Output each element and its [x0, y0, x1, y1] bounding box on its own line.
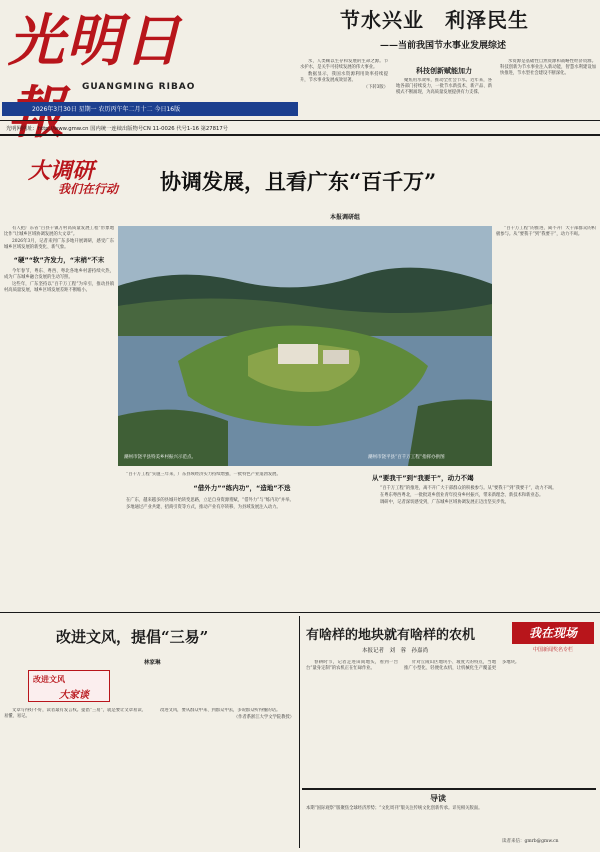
bottom-right-byline: 本报记者 刘 蓉 孙嘉尚 [362, 648, 429, 654]
top-story-subtitle: ——当前我国节水事业发展综述 [380, 41, 507, 51]
feature-col-far-right: “百千万工程”的推进，离不开广大干部群众的积极参与。从“要我干”到“我要干”，动力不竭。 [496, 226, 596, 237]
bottom-left-title: 改进文风，提倡“三易” [56, 628, 209, 646]
column-badge-top: 改进文风 [33, 674, 65, 684]
feature-col-left: 有人把广东省“百县千镇万村高质量发展工程”形象地比作“让城乡区域协调发展的大文章”。 2026年3月，记者来到广东多地开展调研，感受广东城乡区域发展的新变化、新气象。 “硬”“软”齐发力，“末梢”不末 今年春节，粤东、粤西、粤北各地乡村游持续火热，成为广东城乡融合发展的生动写照。 这些年，广东坚持以“百千万工程”为牵引，推动县镇村高质量发展，城乡区域发展差距不断缩小。 [4, 226, 114, 293]
feature-badge [28, 154, 140, 202]
bottom-right-article [302, 616, 598, 784]
feature-byline: 本报调研组 [330, 214, 361, 221]
guide-text: 本期“国际观察”版聚焦全球经济形势；“文化周刊”版关注传统文化创新传承。详见相关版面。 [306, 806, 483, 811]
feature-col-right: 从“要我干”到“我要干”，动力不竭 “百千万工程”的推进，离不开广大干部群众的积极参与。从“要我干”到“我要干”，动力不竭。 在粤东粤西粤北，一批批返乡创业青年投身乡村振兴，带来新理念、新技术和新业态。 调研中，记者深切感受到，广东城乡区域协调发展正迈出坚实步伐。 [372, 474, 557, 505]
lake-village-aerial-photo [118, 226, 492, 466]
feature-badge-top: 大调研 [28, 158, 95, 184]
feature-subhead-1: “硬”“软”齐发力，“末梢”不末 [13, 256, 105, 264]
column-badge [28, 670, 110, 702]
photo-caption-left: 潮州市饶平县特美乡村振兴示范点。 [124, 455, 196, 460]
bottom-right-title: 有啥样的地块就有啥样的农机 [306, 628, 476, 643]
top-story-title: 节水兴业 利泽民生 [340, 8, 529, 32]
feature-title: 协调发展，且看广东“百千万” [160, 169, 437, 194]
newspaper-logo: 光明日 [8, 8, 182, 74]
top-story-col1: 水，人类赖以生存和发展的生命之源。节水护水，是关乎可持续发展的伟大事业。 数据显示，我国水资源利用效率持续提升，节水事业发展成效显著。 （下转3版） [300, 59, 388, 90]
feature-col-mid: “百千万工程”实施三年来，广东县域经济实力持续增强，一批特色产业蓬勃发展。 “借外力”“练内功”，“造地”不迭 在广东，越来越多的县城开始转变思路，立足自身资源禀赋，“借外力”与“练内功”并举。 多地通过产业共建、招商引资等方式，推动产业有序转移，为县域发展注入动力。 [118, 472, 366, 608]
field-column-badge-main: 我在现场 [512, 622, 594, 644]
feature-subhead-3: 从“要我干”到“我要干”，动力不竭 [372, 474, 474, 482]
top-story-col2: 聚焦用水效率，推动全社会节水。近年来，各地各部门持续发力，一批节水新技术、新产品、新模式不断涌现，为高质量发展提供有力支撑。 [396, 78, 492, 95]
bottom-left-byline: 林家琳 [144, 660, 161, 666]
bottom-right-text: 春耕时节，记者走进田间地头，看到一台台“量身定制”的农机正在忙碌作业。 针对丘陵山区地块小、坡度大的特点，当地推广小型化、轻便化农机，让机械化生产覆盖更多地块。 [306, 660, 520, 671]
feature-badge-bottom: 我们在行动 [58, 182, 119, 196]
photo-caption-right: 潮州市饶平县“百千万工程”指挥办供图 [368, 455, 445, 460]
guide-box [302, 788, 596, 850]
issue-info: 2026年3月30日 星期一 农历丙午年二月十二 今日16版 [32, 106, 181, 113]
field-column-badge-sub: 中国新闻奖名专栏 [532, 647, 573, 653]
bottom-left-text: 文章写得好不好，读者最有发言权。提倡“三易”，就是要让文章易读、易懂、易记。 改进文风，要从群众中来、到群众中去，多说群众听得懂的话。 （作者系浙江大学文学院教授） [4, 708, 294, 720]
field-column-badge [512, 622, 594, 656]
top-story-section-head: 科技创新赋能加力 [416, 66, 472, 75]
bottom-left-article [0, 616, 298, 852]
column-badge-bottom: 大家谈 [59, 690, 89, 701]
guide-email: 读者来信：gmrb@gmw.cn [502, 839, 559, 844]
top-story-col3: 水资源是基础性自然资源和战略性经济资源。科技创新为节水事业注入新动能，智慧水利建设加快推进，节水型社会建设不断深化。 [500, 59, 596, 76]
feature-subhead-2: “借外力”“练内功”，“造地”不迭 [193, 484, 291, 492]
feature-story [0, 140, 600, 610]
logo-pinyin: GUANGMING RIBAO [82, 82, 196, 92]
guide-title: 导读 [430, 793, 446, 803]
feature-photo [118, 226, 492, 466]
top-story [300, 4, 598, 120]
web-info: 光明网网址：http://www.gmw.cn 国内统一连续出版物号CN 11-0026 代号1-16 第27817号 [6, 126, 229, 132]
